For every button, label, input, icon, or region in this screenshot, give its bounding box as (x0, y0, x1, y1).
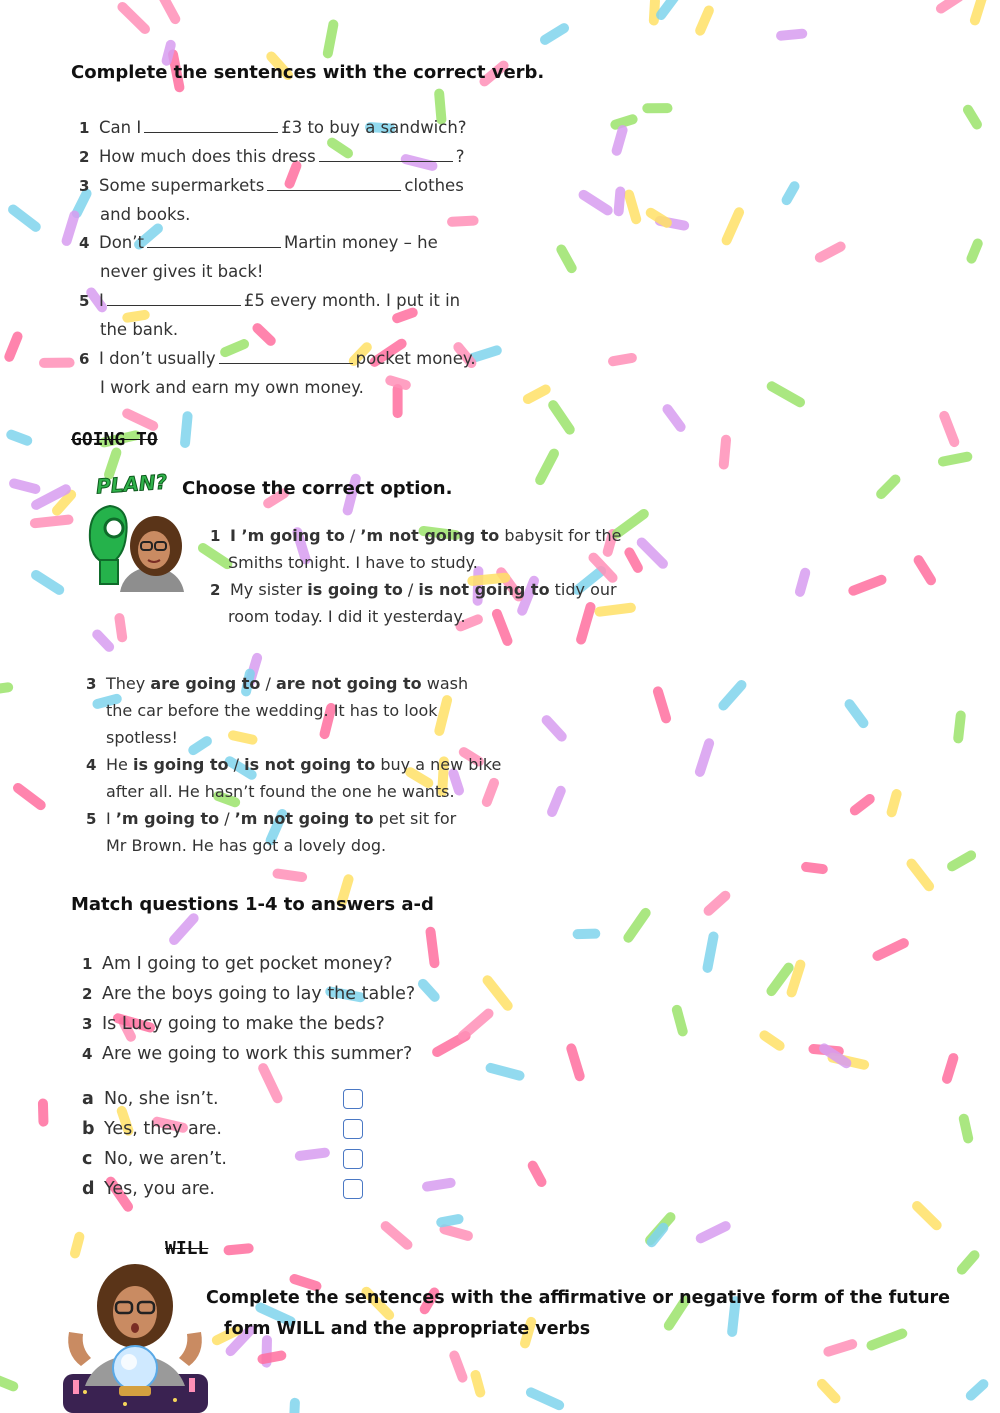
going-to-item-5: 5 I ’m going to / ’m not going to pet sit for (86, 809, 457, 828)
answer-checkbox-c[interactable] (343, 1149, 363, 1169)
match-question-1: 1 Am I going to get pocket money? (82, 954, 393, 974)
match-answer-b: b Yes, they are. (82, 1119, 222, 1139)
section-title-choose-option: Choose the correct option. (182, 478, 453, 499)
exercise1-item-6-cont: I work and earn my own money. (100, 378, 364, 397)
exercise1-item-3-cont: and books. (100, 205, 191, 224)
match-answer-d: d Yes, you are. (82, 1179, 215, 1199)
option-b[interactable]: is not going to (244, 755, 376, 774)
will-instruction-line1: Complete the sentences with the affirmative or negative form of the future (206, 1288, 951, 1308)
section-title-complete-verbs: Complete the sentences with the correct verb. (71, 62, 545, 83)
option-b[interactable]: ’m not going to (360, 526, 500, 545)
exercise1-item-5: 5 I £5 every month. I put it in (79, 291, 461, 310)
match-answer-c: c No, we aren’t. (82, 1149, 227, 1169)
going-to-item-2: 2 My sister is going to / is not going to tidy our (210, 580, 617, 599)
section-title-match: Match questions 1-4 to answers a-d (71, 894, 434, 915)
bitmoji-crystal-ball-image (55, 1262, 215, 1413)
option-b[interactable]: ’m not going to (234, 809, 374, 828)
going-to-item-4: 4 He is going to / is not going to buy a new bike (86, 755, 502, 774)
exercise1-item-5-cont: the bank. (100, 320, 179, 339)
going-to-item-5-cont: Mr Brown. He has got a lovely dog. (106, 836, 387, 855)
going-to-label: GOING TO (71, 429, 158, 450)
going-to-item-1-cont: Smiths tonight. I have to study. (228, 553, 478, 572)
match-question-4: 4 Are we going to work this summer? (82, 1044, 413, 1064)
answer-checkbox-d[interactable] (343, 1179, 363, 1199)
match-question-2: 2 Are the boys going to lay the table? (82, 984, 416, 1004)
exercise1-item-4-cont: never gives it back! (100, 262, 264, 281)
going-to-item-2-cont: room today. I did it yesterday. (228, 607, 466, 626)
will-instruction-line2: form WILL and the appropriate verbs (224, 1319, 591, 1339)
option-a[interactable]: ’m going to (115, 809, 220, 828)
going-to-item-3-cont2: spotless! (106, 728, 178, 747)
plan-badge: PLAN? (95, 469, 168, 499)
answer-checkbox-b[interactable] (343, 1119, 363, 1139)
option-a[interactable]: is going to (307, 580, 403, 599)
will-label: WILL (165, 1238, 209, 1259)
bitmoji-ok-hand-image (80, 500, 190, 592)
exercise1-item-2: 2 How much does this dress ? (79, 147, 465, 166)
going-to-item-3: 3 They are going to / are not going to wash (86, 674, 469, 693)
answer-blank[interactable] (319, 147, 453, 162)
answer-blank[interactable] (147, 233, 281, 248)
match-question-3: 3 Is Lucy going to make the beds? (82, 1014, 385, 1034)
option-b[interactable]: is not going to (418, 580, 550, 599)
exercise1-item-3: 3 Some supermarkets clothes (79, 176, 464, 195)
exercise1-item-6: 6 I don’t usually pocket money. (79, 349, 476, 368)
going-to-item-3-cont: the car before the wedding. It has to look (106, 701, 438, 720)
option-a[interactable]: is going to (132, 755, 229, 774)
exercise1-item-1: 1 Can I £3 to buy a sandwich? (79, 118, 467, 137)
answer-blank[interactable] (267, 176, 401, 191)
option-a[interactable]: I ’m going to (230, 526, 345, 545)
option-b[interactable]: are not going to (275, 674, 422, 693)
answer-blank[interactable] (107, 291, 241, 306)
option-a[interactable]: are going to (150, 674, 261, 693)
exercise1-item-4: 4 Don’t Martin money – he (79, 233, 438, 252)
match-answer-a: a No, she isn’t. (82, 1089, 219, 1109)
answer-blank[interactable] (219, 349, 353, 364)
going-to-item-1: 1 I ’m going to / ’m not going to babysit for the (210, 526, 622, 545)
answer-blank[interactable] (144, 118, 278, 133)
answer-checkbox-a[interactable] (343, 1089, 363, 1109)
going-to-item-4-cont: after all. He hasn’t found the one he wants. (106, 782, 455, 801)
